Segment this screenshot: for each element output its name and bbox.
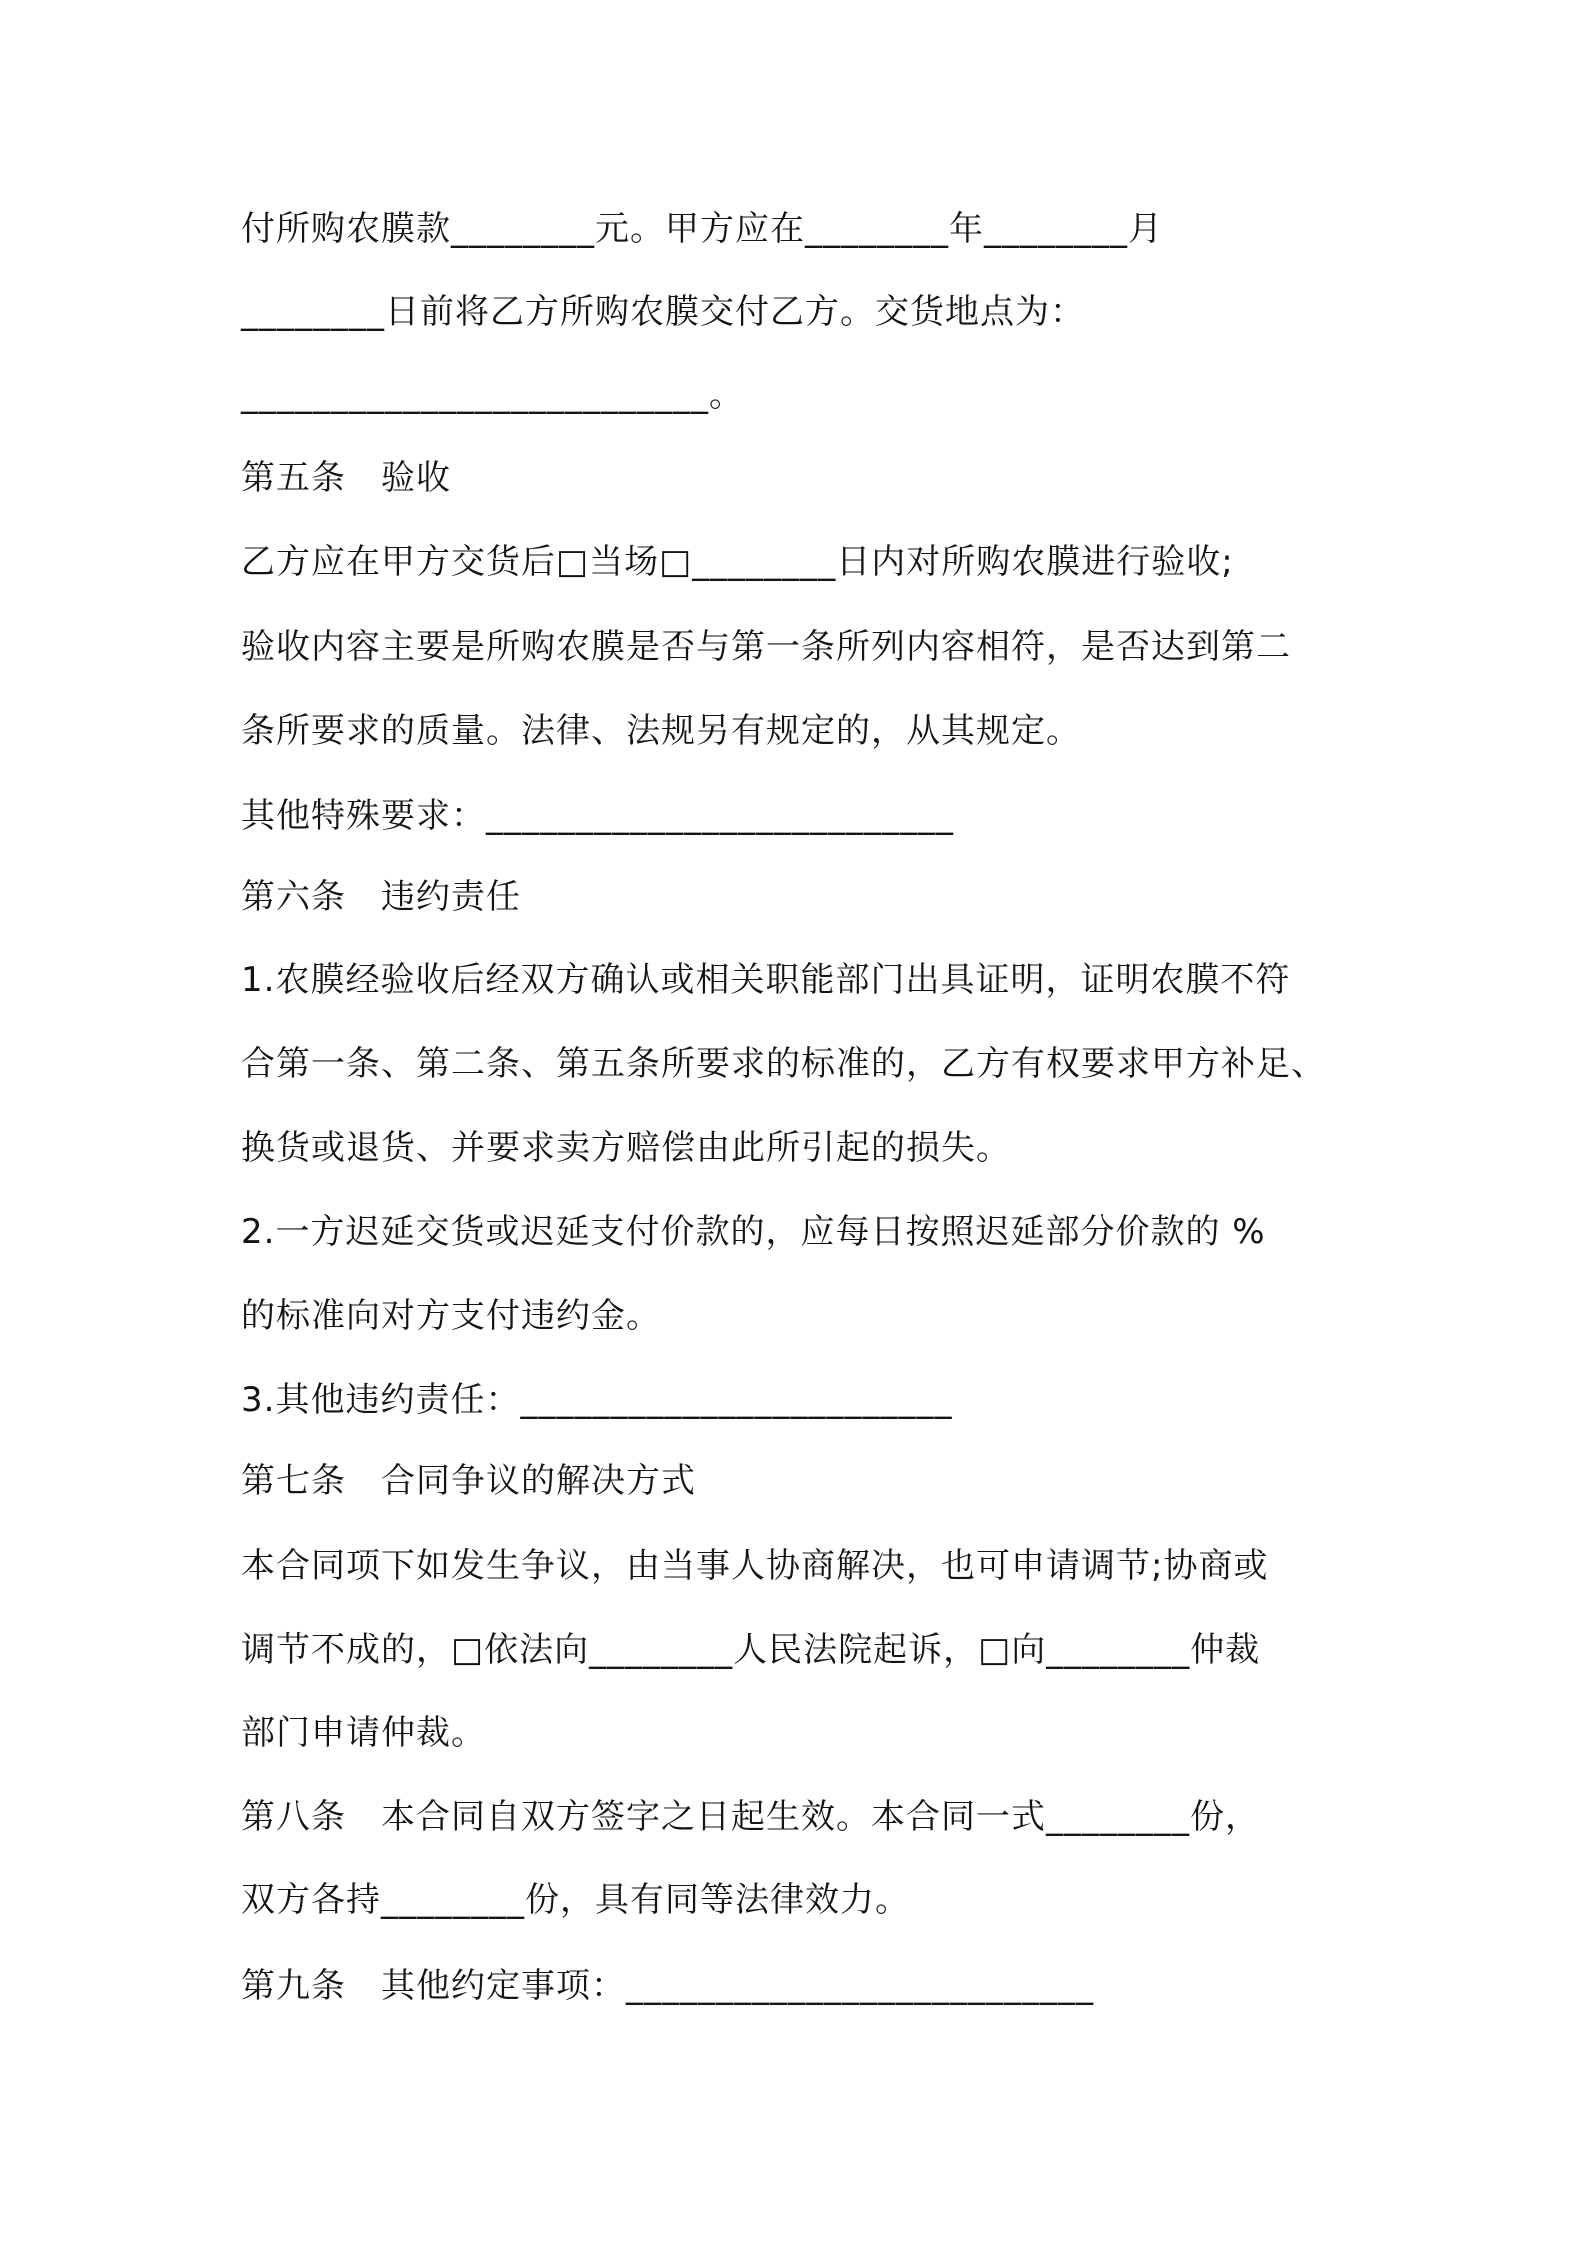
delivery-place-line: __________________________。 <box>241 375 744 415</box>
inspection-paragraph-line-1: 乙方应在甲方交货后□当场□________日内对所购农膜进行验收; <box>241 542 1234 582</box>
inspection-paragraph-line-2: 验收内容主要是所购农膜是否与第一条所列内容相符，是否达到第二 <box>241 627 1291 667</box>
dispute-paragraph-line-3: 部门申请仲裁。 <box>241 1713 486 1753</box>
payment-clause-line: 付所购农膜款________元。甲方应在________年________月 <box>241 209 1163 249</box>
liability-item-1-line-3: 换货或退货、并要求卖方赔偿由此所引起的损失。 <box>241 1128 1011 1168</box>
article-eight-line-2: 双方各持________份，具有同等法律效力。 <box>241 1880 910 1920</box>
liability-item-1-line-2: 合第一条、第二条、第五条所要求的标准的，乙方有权要求甲方补足、 <box>241 1044 1326 1084</box>
article-five-heading: 第五条 验收 <box>241 458 451 498</box>
dispute-paragraph-line-2: 调节不成的，□依法向________人民法院起诉，□向________仲裁 <box>241 1630 1261 1670</box>
liability-item-2-line-1: 2.一方迟延交货或迟延支付价款的，应每日按照迟延部分价款的 % <box>241 1212 1266 1252</box>
article-nine-line: 第九条 其他约定事项：__________________________ <box>241 1966 1094 2006</box>
liability-item-2-line-2: 的标准向对方支付违约金。 <box>241 1296 661 1336</box>
liability-item-1-line-1: 1.农膜经验收后经双方确认或相关职能部门出具证明，证明农膜不符 <box>241 960 1291 1000</box>
liability-item-3-line: 3.其他违约责任：________________________ <box>241 1380 953 1420</box>
inspection-paragraph-line-3: 条所要求的质量。法律、法规另有规定的，从其规定。 <box>241 711 1081 751</box>
article-eight-line-1: 第八条 本合同自双方签字之日起生效。本合同一式________份， <box>241 1797 1260 1837</box>
article-seven-heading: 第七条 合同争议的解决方式 <box>241 1461 696 1501</box>
article-six-heading: 第六条 违约责任 <box>241 877 521 917</box>
special-requirements-line: 其他特殊要求：__________________________ <box>241 796 954 836</box>
dispute-paragraph-line-1: 本合同项下如发生争议，由当事人协商解决，也可申请调节;协商或 <box>241 1546 1269 1586</box>
delivery-clause-line: ________日前将乙方所购农膜交付乙方。交货地点为： <box>241 292 1085 332</box>
